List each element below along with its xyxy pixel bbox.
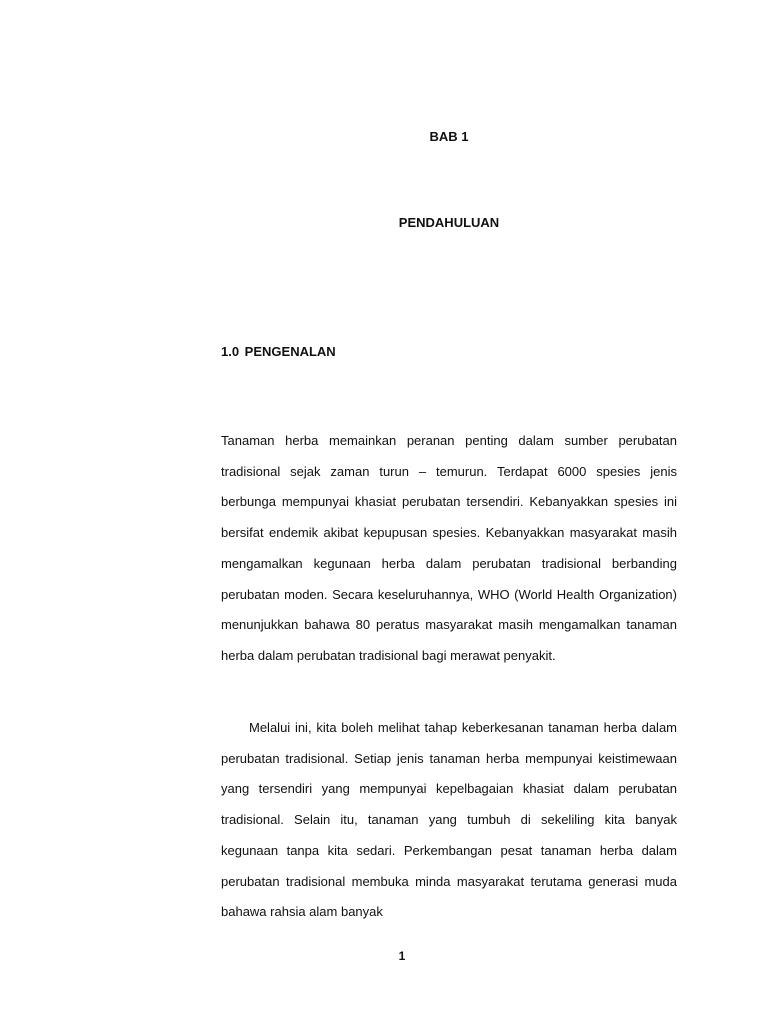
page-number: 1 <box>398 949 406 963</box>
chapter-title: PENDAHULUAN <box>398 215 500 230</box>
chapter-label: BAB 1 <box>429 129 469 144</box>
body-paragraph: Tanaman herba memainkan peranan penting dalam sumber perubatan tradisional sejak zaman turun – temurun. Terdapat 6000 spesies jenis berbunga mempunyai khasiat perubatan tersendiri. Kebanyakkan spesies ini bersifat endemik akibat kepupusan spesies. Kebanyakkan masyarakat masih mengamalkan kegunaan herba dalam perubatan tradisional berbanding perubatan moden. Secara keseluruhannya, WHO (World Health Organization) menunjukkan bahawa 80 peratus masyarakat masih mengamalkan tanaman herba dalam perubatan tradisional bagi merawat penyakit. <box>221 433 677 663</box>
body-paragraph: Melalui ini, kita boleh melihat tahap keberkesanan tanaman herba dalam perubatan tradisional. Setiap jenis tanaman herba mempunyai keistimewaan yang tersendiri yang mempunyai kepelbagaian khasiat dalam perubatan tradisional. Selain itu, tanaman yang tumbuh di sekeliling kita banyak kegunaan tanpa kita sedari. Perkembangan pesat tanaman herba dalam perubatan tradisional membuka minda masyarakat terutama generasi muda bahawa rahsia alam banyak <box>221 720 677 920</box>
section-heading: 1.0 PENGENALAN <box>221 344 336 359</box>
